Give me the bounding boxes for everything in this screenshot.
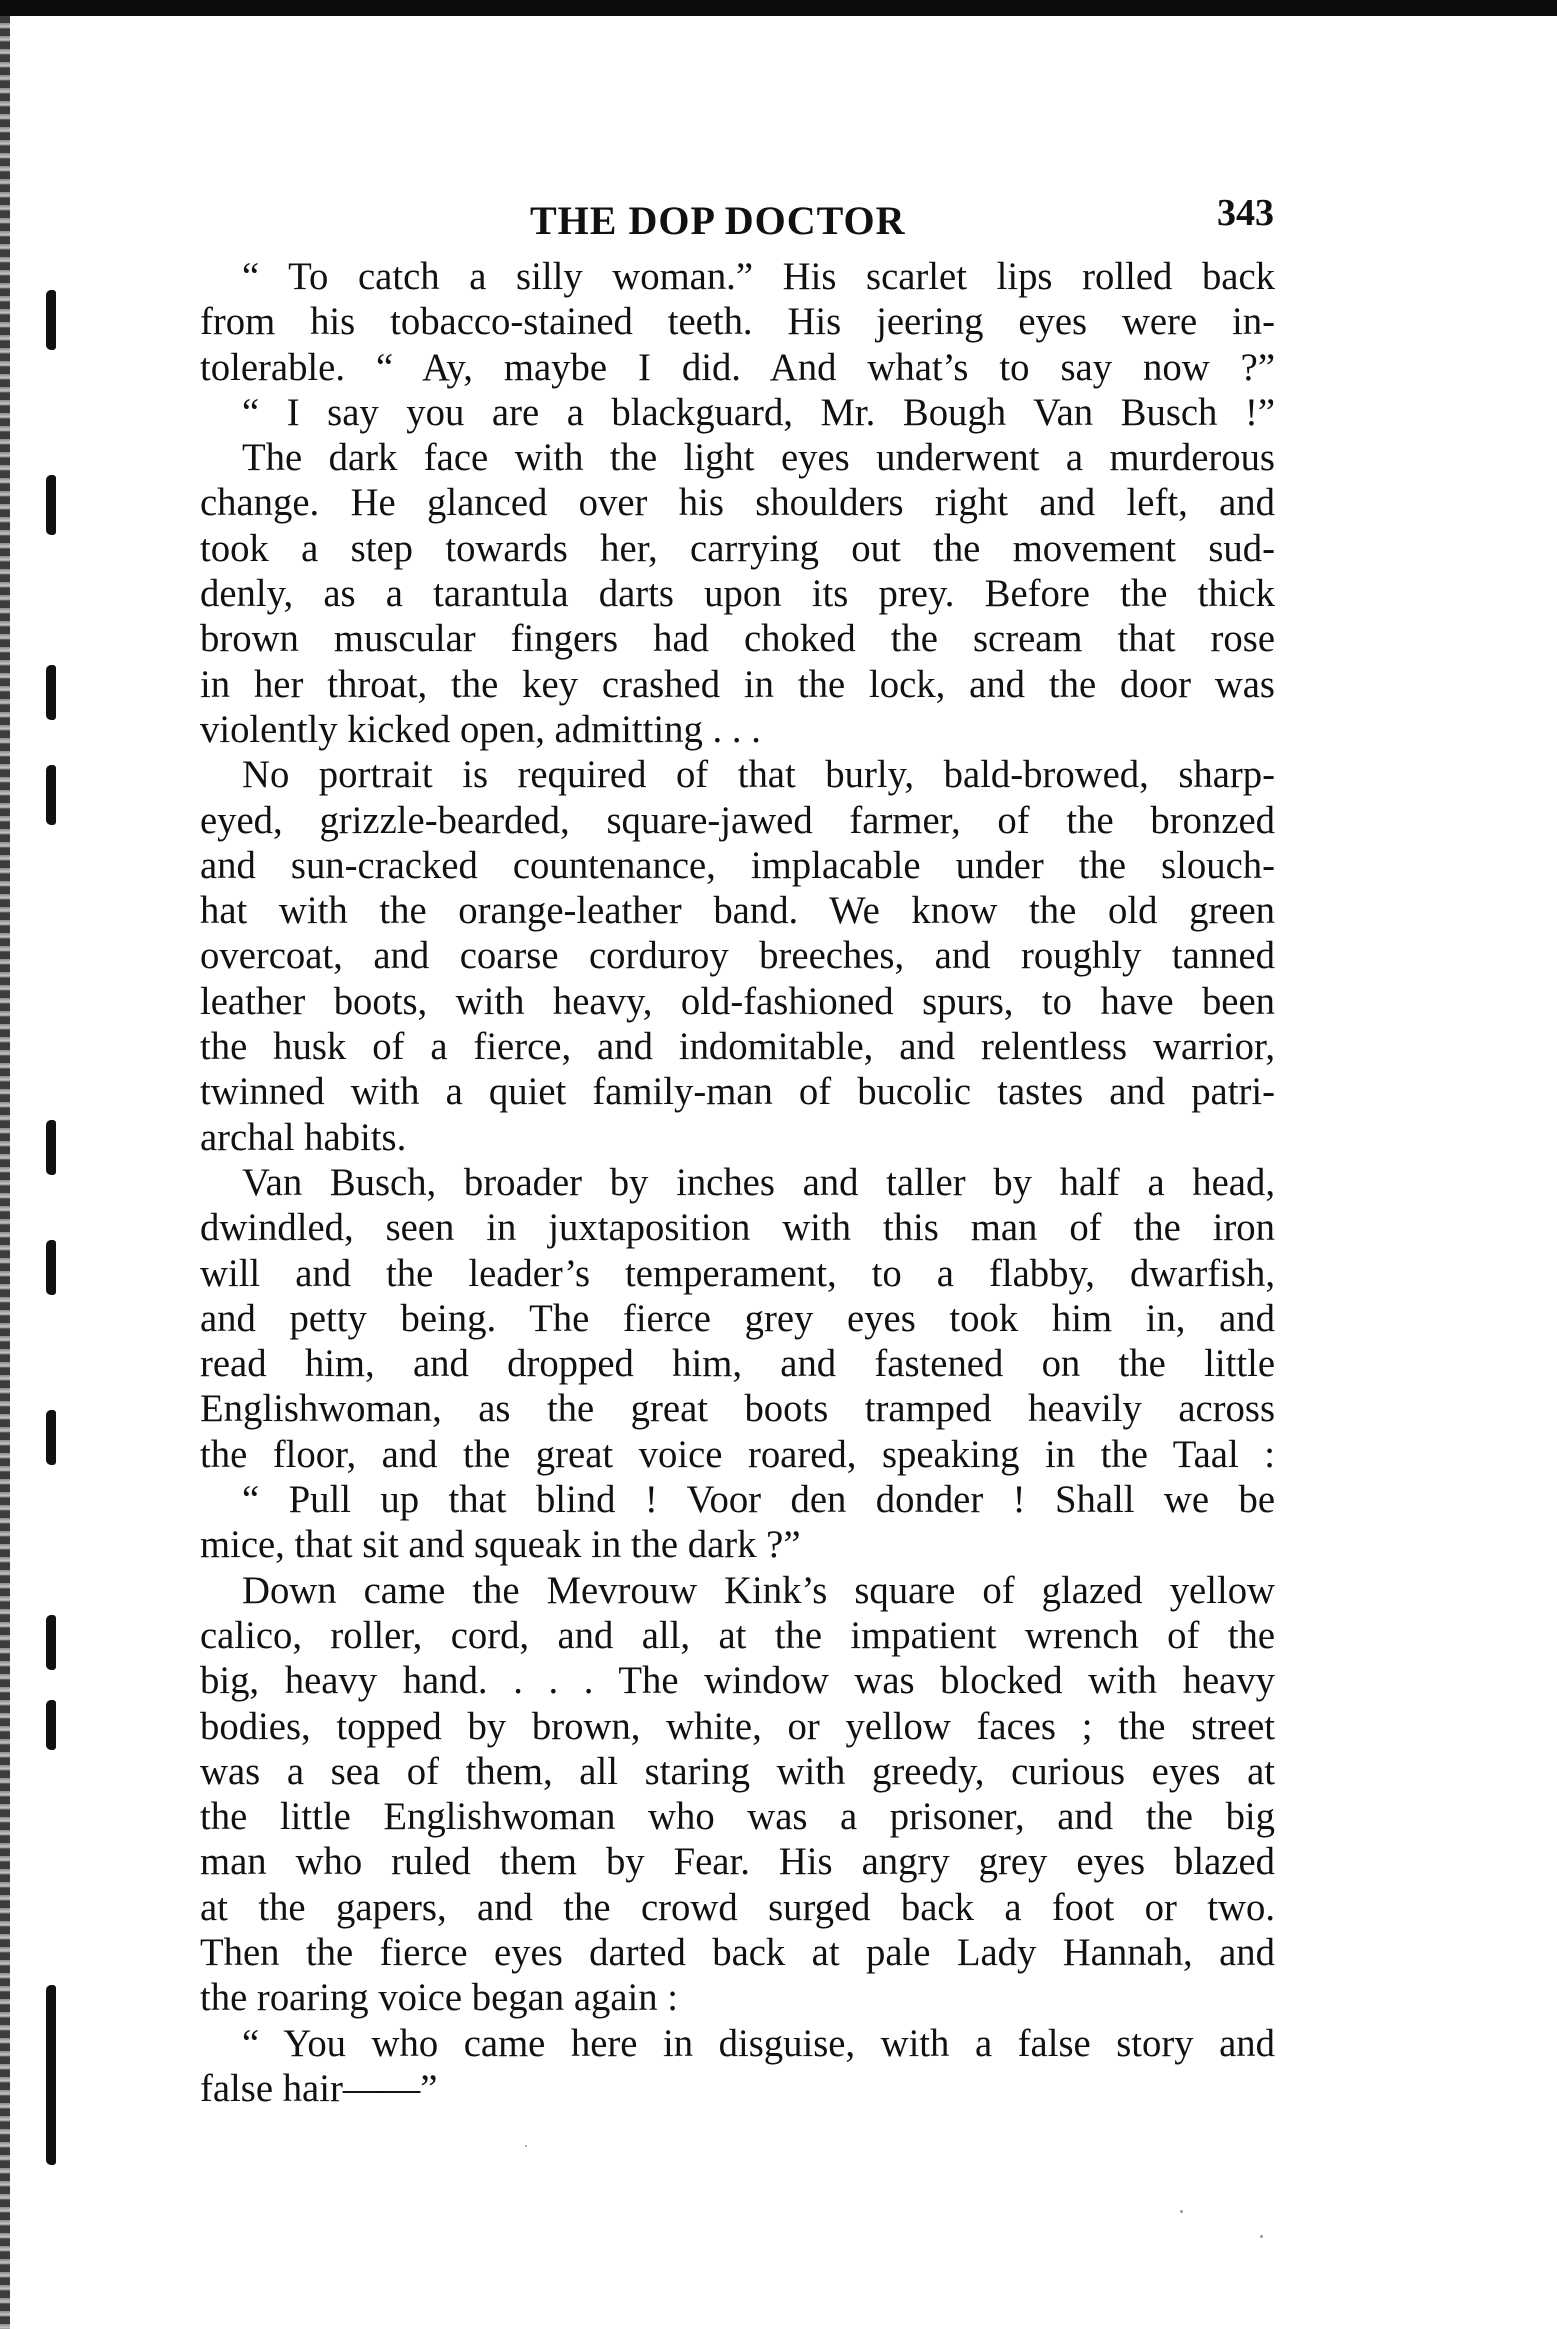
binding-mark bbox=[46, 1410, 56, 1465]
binding-mark bbox=[46, 665, 56, 720]
text-line: Englishwoman, as the great boots tramped heavily across bbox=[200, 1388, 1275, 1431]
text-line: leather boots, with heavy, old-fashioned spurs, to have been bbox=[200, 980, 1275, 1023]
text-line: hat with the orange-leather band. We know the old green bbox=[200, 890, 1275, 933]
binding-mark bbox=[46, 290, 56, 350]
text-line: mice, that sit and squeak in the dark ?” bbox=[200, 1524, 801, 1567]
text-line: read him, and dropped him, and fastened on the little bbox=[200, 1343, 1275, 1386]
scan-top-border bbox=[0, 0, 1557, 16]
text-line: will and the leader’s temperament, to a flabby, dwarfish, bbox=[200, 1252, 1275, 1295]
text-line: was a sea of them, all staring with greedy, curious eyes at bbox=[200, 1750, 1275, 1793]
book-binding-edge bbox=[0, 16, 10, 2329]
text-line: brown muscular fingers had choked the scream that rose bbox=[200, 618, 1275, 661]
text-line: bodies, topped by brown, white, or yellow faces ; the street bbox=[200, 1705, 1275, 1748]
text-line: man who ruled them by Fear. His angry grey eyes blazed bbox=[200, 1841, 1275, 1884]
text-line: “ To catch a silly woman.” His scarlet lips rolled back bbox=[242, 256, 1275, 298]
text-line: in her throat, the key crashed in the lock, and the door was bbox=[200, 663, 1275, 706]
page-header bbox=[200, 187, 1280, 247]
binding-mark bbox=[46, 1985, 56, 2165]
paper-speck bbox=[525, 2145, 527, 2147]
paper-speck bbox=[1260, 2235, 1263, 2238]
binding-mark bbox=[46, 1120, 56, 1175]
text-line: the roaring voice began again : bbox=[200, 1977, 679, 2020]
text-line: overcoat, and coarse corduroy breeches, and roughly tanned bbox=[200, 935, 1275, 978]
text-line: took a step towards her, carrying out the movement sud- bbox=[200, 527, 1275, 570]
page-number: 343 bbox=[1217, 192, 1274, 234]
binding-mark bbox=[46, 765, 56, 825]
text-line: dwindled, seen in juxtaposition with this man of the iron bbox=[200, 1207, 1275, 1250]
text-line: “ You who came here in disguise, with a false story and bbox=[242, 2022, 1275, 2065]
binding-thread-marks bbox=[46, 0, 64, 2329]
text-line: denly, as a tarantula darts upon its prey. Before the thick bbox=[200, 573, 1275, 616]
text-line: twinned with a quiet family-man of bucolic tastes and patri- bbox=[200, 1071, 1275, 1114]
text-line: tolerable. “ Ay, maybe I did. And what’s to say now ?” bbox=[200, 346, 1275, 389]
text-line: No portrait is required of that burly, bald-browed, sharp- bbox=[242, 754, 1275, 797]
text-line: Then the fierce eyes darted back at pale Lady Hannah, and bbox=[200, 1931, 1275, 1974]
text-line: The dark face with the light eyes underwent a murderous bbox=[242, 437, 1275, 480]
binding-mark bbox=[46, 1615, 56, 1670]
text-line: the floor, and the great voice roared, speaking in the Taal : bbox=[200, 1433, 1275, 1476]
text-line: Van Busch, broader by inches and taller by half a head, bbox=[242, 1161, 1275, 1204]
text-line: and sun-cracked countenance, implacable under the slouch- bbox=[200, 844, 1275, 887]
running-title: THE DOP DOCTOR bbox=[530, 198, 906, 243]
text-line: from his tobacco-stained teeth. His jeering eyes were in- bbox=[200, 301, 1275, 344]
text-line: calico, roller, cord, and all, at the impatient wrench of the bbox=[200, 1614, 1275, 1657]
text-line: the husk of a fierce, and indomitable, and relentless warrior, bbox=[200, 1026, 1275, 1069]
text-line: big, heavy hand. . . . The window was blocked with heavy bbox=[200, 1660, 1275, 1703]
text-line: violently kicked open, admitting . . . bbox=[200, 708, 761, 751]
binding-mark bbox=[46, 475, 56, 535]
text-line: “ I say you are a blackguard, Mr. Bough Van Busch !” bbox=[242, 391, 1275, 434]
body-text bbox=[200, 255, 1275, 2112]
paper-speck bbox=[1180, 2210, 1183, 2213]
text-line: change. He glanced over his shoulders right and left, and bbox=[200, 482, 1275, 525]
text-line: “ Pull up that blind ! Voor den donder ! Shall we be bbox=[242, 1479, 1275, 1522]
binding-mark bbox=[46, 1240, 56, 1295]
binding-mark bbox=[46, 1700, 56, 1750]
text-line: Down came the Mevrouw Kink’s square of glazed yellow bbox=[242, 1569, 1275, 1612]
text-line: archal habits. bbox=[200, 1116, 407, 1159]
text-line: and petty being. The fierce grey eyes took him in, and bbox=[200, 1297, 1275, 1340]
text-line: eyed, grizzle-bearded, square-jawed farmer, of the bronzed bbox=[200, 799, 1275, 842]
text-line: at the gapers, and the crowd surged back a foot or two. bbox=[200, 1886, 1275, 1929]
text-line: false hair——” bbox=[200, 2067, 438, 2110]
text-line: the little Englishwoman who was a prisoner, and the big bbox=[200, 1796, 1275, 1839]
